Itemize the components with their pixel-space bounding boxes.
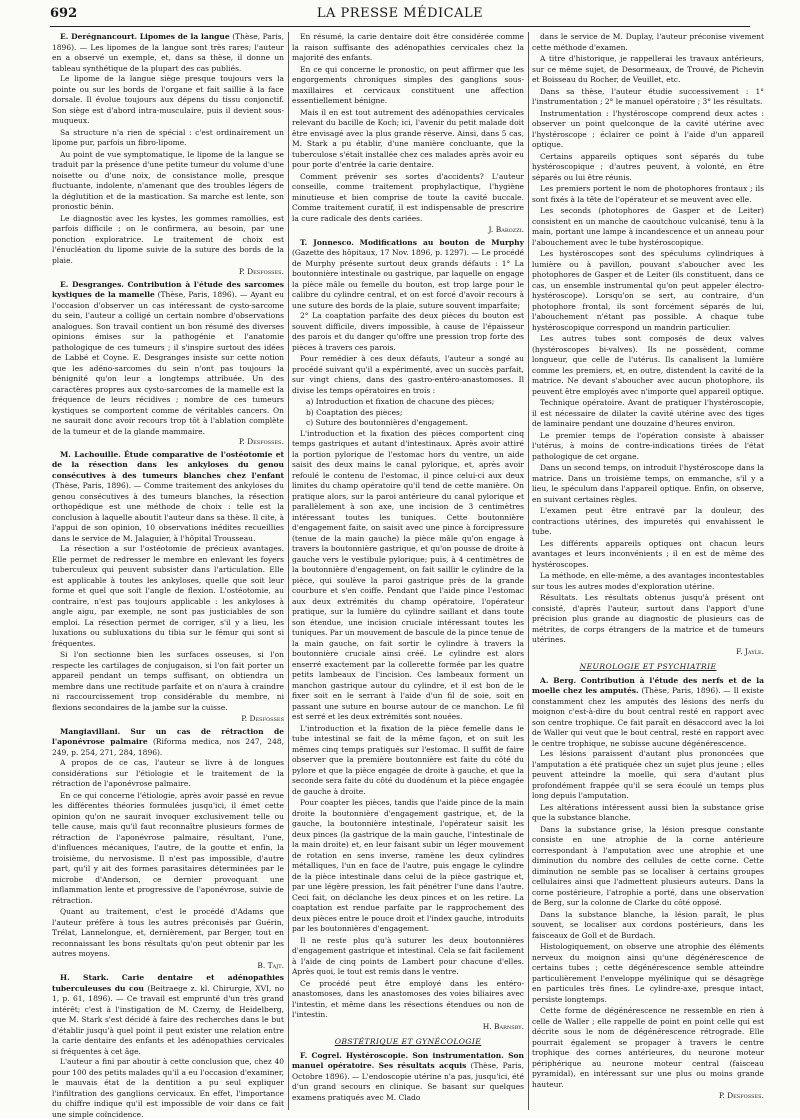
columns: [52, 30, 765, 1119]
author-signature: J. Barozzi.: [488, 225, 524, 234]
article-title: Contribution à l'étude des sarcomes kystiques de la mamelle: [52, 279, 284, 299]
paragraph: Mangiavillani. Sur un cas de rétraction de l'aponévrose palmaire (Riforma medica, nos 247, 248, 249, p. 254, 271, 284, 1896).: [52, 726, 285, 757]
paragraph: La résection a sur l'ostéotomie de précieux avantages. Elle permet de redresser le membre en enlevant les foyers tuberculeux qui peuvent subsister dans l'articulation. Elle est applicable à toutes les ankyloses, quelle que soit leur forme et quel que soit l'angle de flexion. L'ostéotomie, au contraire, n'est pas toujours applicable : les ankyloses à angle aigu, par exemple, ne sont pas justiciables de son emploi. La résection permet de corriger, s'il y a lieu, les luxations ou subluxations du tibia sur le fémur qui sont si fréquentes.: [52, 544, 284, 648]
abstract-entry: [292, 1051, 524, 1104]
paragraph: Il ne reste plus qu'à suturer les deux boutonnières d'engagement gastrique et intestinal. Cela se fait facilement à l'aide de cinq points de Lambert pour chacune d'elles. Après quoi, le tout est remis dans le ventre.: [292, 935, 524, 976]
paragraph: En résumé, la carie dentaire doit être considérée comme la raison suffisante des adénopathies cervicales chez la majorité des enfants.: [292, 32, 524, 62]
paragraph: Certains appareils optiques sont séparés du tube hystéroscopique ; d'autres peuvent, à volonté, en être séparés ou lui être réunis.: [532, 151, 764, 182]
paragraph: Les altérations intéressent aussi bien la substance grise que la substance blanche.: [532, 802, 764, 822]
paragraph: Pour coapter les pièces, tandis que l'aide pince de la main droite la boutonnière d'engagement gastrique, et, de la gauche, la boutonnière intestinale, l'opérateur saisit les deux pinces (la gastrique de la main gauche, l'intestinale de la main droite) et, en leur faisant subir un léger mouvement de rotation en sens inverse, ramène les deux cylindres métalliques, l'un en face de l'autre, puis engage le cylindre de la pièce intestinale dans celui de la pièce gastrique et, par une légère pression, les fait pénétrer l'une dans l'autre. Ceci fait, on déclanche les deux pinces et on les retire. La coaptation est rendue parfaite par le rapprochement des deux pièces entre le pouce droit et l'index gauche, introduits par les boutonnières d'engagement.: [292, 798, 524, 933]
abstract-entry: [52, 973, 284, 1120]
author-signature: F. Jayle.: [736, 646, 764, 656]
paragraph: L'auteur a fini par aboutir à cette conclusion que, chez 40 pour 100 des petits malades qu'il a eu l'occasion d'examiner, le mauvais état de la dentition a pu seul expliquer l'infiltration des ganglions cervicaux. En effet, l'importance du chiffre indique qu'il est impossible de voir dans ce fait une simple coïncidence.: [52, 1057, 284, 1119]
paragraph: Le lipome de la langue siège presque toujours vers la pointe ou sur les bords de l'organe et fait saillie à la face dorsale. Il évolue toujours aux dépens du tissu conjonctif. Son siège est d'abord intra-musculaire, puis il devient sous-muqueux.: [52, 74, 284, 125]
article-title: Lipomes de la langue: [139, 32, 230, 41]
abstract-entry: [52, 727, 284, 972]
abstract-entry: [52, 32, 284, 278]
paragraph: Le premier temps de l'opération consiste à abaisser l'utérus, à moins de contre-indications tirées de l'état pathologique de cet organe.: [532, 430, 764, 461]
paragraph: Résultats. Les résultats obtenus jusqu'à présent ont consisté, d'après l'auteur, surtout dans l'apport d'une précision plus grande au diagnostic de plusieurs cas de métrites, de corps étrangers de la matrice et de tumeurs utérines.: [532, 593, 764, 644]
paragraph: Sa structure n'a rien de spécial : c'est ordinairement un lipome pur, parfois un fibro-lipome.: [52, 127, 284, 147]
article-title: Contribution à l'étude des nerfs et de la moelle chez les amputés.: [532, 675, 765, 695]
journal-title: LA PRESSE MÉDICALE: [316, 6, 484, 21]
paragraph: L'introduction et la fixation de la pièce femelle dans le tube intestinal se fait de la même façon, et on suit les mêmes cinq temps pratiqués sur l'estomac. Il suffit de faire observer que la première boutonnière est faite du côté du pylore et que la pièce engagée de droite à gauche, et que la seconde sera faite du côté du duodénum et la pièce engagée de gauche à droite.: [292, 723, 524, 796]
article-title: Sur un cas de rétraction de l'aponévrose palmaire: [52, 726, 285, 746]
abstract-entry: [532, 676, 764, 1102]
column-2: [292, 30, 524, 1112]
paragraph: En ce qui concerne le pronostic, on peut affirmer que les engorgements chroniques simples des ganglions sous-maxillaires et cervicaux constituent une affection essentiellement bénigne.: [292, 64, 524, 105]
page-number: 692: [50, 6, 78, 21]
paragraph: 2° La coaptation parfaite des deux pièces du bouton est souvent difficile, divers impossible, à cause de l'épaisseur des parois et du danger qu'offre une pression trop forte des pièces à travers ces parois.: [292, 311, 524, 352]
column-divider: [288, 32, 289, 1110]
column-1: [52, 30, 285, 1119]
paragraph: Ce procédé peut être employé dans les entéro-anastomoses, dans les anastomoses des voies biliaires avec l'intestin, et même dans les résections étendues ou non de l'intestin.: [292, 978, 524, 1019]
paragraph: Dans un second temps, on introduit l'hystéroscope dans la matrice. Dans un troisième temps, on emmanche, s'il y a lieu, le spéculum dans l'appareil optique. Enfin, on observe, en suivant certaines règles.: [532, 463, 764, 504]
paragraph: dans le service de M. Duplay, l'auteur préconise vivement cette méthode d'examen.: [532, 32, 764, 52]
author-name: F. Cogrel.: [300, 1050, 342, 1060]
article-title: Hystéroscopie. Son instrumentation. Son manuel opératoire. Ses résultats acquis: [292, 1050, 524, 1070]
paragraph: Mais il en est tout autrement des adénopathies cervicales relevant du bacille de Koch; ici, l'avenir du petit malade doit être envisagé avec la plus grande réserve. Ainsi, dans 5 cas, M. Stark a pu établir, d'une manière concluante, que la tuberculose s'était installée chez ces malades après avoir eu pour porte d'entrée la carie dentaire.: [292, 107, 524, 169]
paragraph: Dans sa thèse, l'auteur étudie successivement : 1° l'instrumentation ; 2° le manuel opératoire ; 3° les résultats.: [532, 86, 764, 106]
abstract-entry: [292, 32, 524, 236]
paragraph: E. Derégnancourt. Lipomes de la langue (Thèse, Paris, 1896). — Les lipomes de la langue sont très rares; l'auteur en a observé un exemple, et, dans sa thèse, il donne un tableau synthétique de la plupart des cas publiés.: [52, 32, 285, 73]
author-name: M. Lachouille.: [60, 449, 121, 459]
paragraph: F. Cogrel. Hystéroscopie. Son instrumentation. Son manuel opératoire. Ses résultats acquis (Thèse, Paris, Octobre 1896). — L'endoscopie utérine n'a pas, jusqu'ici, été d'un grand secours en clinique. Se basant sur quelques examens pratiqués avec M. Clado: [292, 1050, 525, 1102]
abstract-entry: [52, 280, 284, 448]
article-title: Modifications au bouton de Murphy: [359, 237, 524, 247]
paragraph: Histologiquement, on observe une atrophie des éléments nerveux du moignon ainsi qu'une dégénérescence de certains tubes ; cette dégénérescence semble atteindre particulièrement l'enveloppe myélinique qui se désagrège en particules très fines. Le cylindre-axe, presque intact, persiste longtemps.: [532, 942, 764, 1004]
author-name: T. Jonnesco.: [300, 237, 354, 247]
paragraph: Les lésions paraissent d'autant plus prononcées que l'amputation a été pratiquée chez un sujet plus jeune ; elles peuvent atteindre la moelle, qui sera d'autant plus profondément frappée qu'il se sera écoulé un temps plus long depuis l'amputation.: [532, 749, 764, 800]
list-item: c) Suture des boutonnières d'engagement.: [306, 418, 469, 427]
author-name: E. Derégnancourt.: [60, 32, 138, 41]
author-name: Mangiavillani.: [60, 726, 121, 736]
list-item: a) Introduction et fixation de chacune des pièces;: [306, 397, 495, 406]
section-heading: OBSTÉTRIQUE ET GYNÉCOLOGIE: [334, 1037, 482, 1046]
paragraph: A titre d'historique, je rappellerai les travaux antérieurs, sur ce même sujet, de Desormeaux, de Trouvé, de Pichevin et Boisseau du Rocher, de Veuillet, etc.: [532, 54, 764, 84]
author-signature: P. Desfosses.: [238, 437, 284, 446]
paragraph: Le diagnostic avec les kystes, les gommes ramollies, est parfois difficile ; on le confirmera, au besoin, par une ponction exploratrice. Le traitement de choix est l'énucléation du lipome suivie de la suture des bords de la plaie.: [52, 213, 284, 265]
paragraph: M. Lachouille. Étude comparative de l'ostéotomie et de la résection dans les ankyloses du genou consécutives à des tumeurs blanches chez l'enfant (Thèse, Paris, 1896). — Comme traitement des ankyloses du genou consécutives à des tumeurs blanches, la résection orthopédique est une méthode de choix : telle est la conclusion à laquelle aboutit l'auteur dans sa thèse. Il cite, à l'appui de son opinion, 10 observations inédites recueillies dans le service de M. Jalaguier, à l'hôpital Trousseau.: [52, 449, 285, 543]
paragraph: Si l'on sectionne bien les surfaces osseuses, si l'on respecte les cartilages de conjugaison, si l'on fait porter un appareil pendant un temps suffisant, on obtiendra un membre dans une rectitude parfaite et on n'aura à craindre ni raccourcissement trop considérable du membre, ni flexions secondaires de la jambe sur la cuisse.: [52, 650, 284, 712]
abstract-entry: [292, 238, 524, 1033]
paragraph: H. Stark. Carie dentaire et adénopathies tuberculeuses du cou (Beitraege z. kl. Chirurgie, XVI, no 1, p. 61, 1896). — Ce travail est emprunté d'un très grand intérêt; c'est à l'instigation de M. Czerny, de Heidelberg, que M. Stark s'est décidé à faire des recherches dans le but d'établir jusqu'à quel point il peut exister une relation entre la carie dentaire des enfants et les adénopathies cervicales si fréquentes à cet âge.: [52, 973, 284, 1056]
page-header: [50, 4, 750, 27]
paragraph: Technique opératoire. Avant de pratiquer l'hystéroscopie, il est nécessaire de dilater la cavité utérine avec des tiges de laminaire pendant une douzaine d'heures environ.: [532, 398, 764, 428]
abstract-entry: [52, 450, 284, 725]
paragraph: L'introduction et la fixation des pièces comportent cinq temps gastriques et autant d'intestinaux. Après avoir attiré la portion pylorique de l'estomac hors du ventre, un aide saisit des deux mains le canal pylorique, et, après avoir refoulé le contenu de l'estomac, il pince celui-ci aux deux limites du champ opératoire qu'il tend de cette manière. On pratique alors, sur la paroi antérieure du canal pylorique et parallèlement à son axe, une incision de 3 centimètres intéressant toutes les tuniques. Cette boutonnière d'engagement faite, on saisit avec une pince à forcipressure (tenue de la main gauche) la pièce mâle qu'on engage à travers la boutonnière gastrique, et qu'on pousse de droite à gauche vers le vestibule pylorique; puis, à 4 centimètres de la boutonnière d'engagement, on fait saillir le cylindre de la pièce, qui soulève la paroi gastrique près de la grande courbure et s'en coiffe. Pendant que l'aide pince l'estomac aux deux extrémités du champ opératoire, l'opérateur pratique, sur la lumière du cylindre saillant et dans toute son étendue, une incision cruciale intéressant toutes les tuniques. Par un mouvement de bascule de la pince tenue de la main gauche, on fait sortir le cylindre à travers la boutonnière cruciale ainsi créé. Le cylindre est alors enserré exactement par la collerette formée par les quatre petits lambeaux de l'incision. Ces lambeaux forment un manchon gastrique autour du cylindre, et il est bon de le fixer soit en le serrant à l'aide d'un fil de soie, soit en passant une suture en bourse autour de ce manchon. Le fil est serré et les deux extrémités sont nouées.: [292, 428, 524, 721]
paragraph: En ce qui concerne l'étiologie, après avoir passé en revue les différentes théories formulées jusqu'ici, il émet cette opinion qu'on ne saurait invoquer exclusivement telle ou telle cause, mais qu'il faut reconnaître plusieurs formes de rétraction de l'aponévrose palmaire, résultant, l'une, d'influences mécaniques, l'autre, de la goutte et enfin, la troisième, du nervosisme. Il n'est pas impossible, d'autre part, qu'il y ait des formes parasitaires déterminées par le microbe d'Anderson, ce dernier provoquant une inflammation lente et progressive de l'aponévrose, suivie de rétraction.: [52, 790, 284, 905]
paragraph: Comment prévenir ses sortes d'accidents? L'auteur conseille, comme traitement prophylactique, l'hygiène minutieuse et bien comprise de toute la cavité buccale. Comme traitement curatif, il est indispensable de prescrire la cure radicale des dents cariées.: [292, 171, 524, 223]
paragraph: Au point de vue symptomatique, le lipome de la langue se traduit par la présence d'une petite tumeur du volume d'une noisette ou d'une noix, de consistance molle, presque fluctuante, indolente, n'amenant que des troubles légers de la déglutition et de la mastication. Sa marche est lente, son pronostic bénin.: [52, 149, 284, 211]
paragraph: E. Desgranges. Contribution à l'étude des sarcomes kystiques de la mamelle (Thèse, Paris, 1896). — Ayant eu l'occasion d'observer un cas intéressant de cysto-sarcome du sein, l'auteur a colligé un certain nombre d'observations analogues. Son travail contient un bon résumé des diverses opinions émises sur la pathogénie et l'anatomie pathologique de ces tumeurs ; il s'inspire surtout des idées de Labbé et Coyne. E. Desgranges insiste sur cette notion que les adéno-sarcomes du sein n'ont pas toujours la bénignité qu'on leur a longtemps attribuée. Un des caractères propres aux cysto-sarcomes de la mamelle est la fréquence de leurs récidives ; nombre de ces tumeurs kystiques se comportent comme de véritables cancers. On ne saurait donc avoir recours trop tôt à l'ablation complète de la tumeur et de la glande mammaire.: [52, 279, 284, 436]
paragraph: A. Berg. Contribution à l'étude des nerfs et de la moelle chez les amputés. (Thèse, Paris, 1896). — Il existe constamment chez les amputés des lésions des nerfs du moignon c'est-à-dire du bout central resté en rapport avec son centre trophique. Ce fait paraît en désaccord avec la loi de Waller qui veut que le bout central, resté en rapport avec le centre trophique, ne subisse aucune dégénérescence.: [532, 675, 765, 748]
author-name: A. Berg.: [540, 675, 577, 685]
article-title: Carie dentaire et adénopathies tuberculeuses du cou: [52, 973, 284, 993]
abstract-entry: [532, 32, 764, 657]
paragraph: Les différents appareils optiques ont chacun leurs avantages et leurs inconvénients ; il en est de même des hystéroscopes.: [532, 538, 764, 569]
author-name: E. Desgranges.: [60, 279, 124, 289]
paragraph: Quant au traitement, c'est le procédé d'Adams que l'auteur préfère à tous les autres préconisés par Guérin, Trélat, Lannelongue, et, dernièrement, par Berger, tout en reconnaissant les bons résultats qu'on peut obtenir par les autres moyens.: [52, 907, 284, 958]
paragraph: Pour remédier à ces deux défauts, l'auteur a songé au procédé suivant qu'il a expérimenté, avec un succès parfait, sur vingt chiens, dans des gastro-entéro-anastomoses. Il divise les temps opératoires en trois :: [292, 354, 524, 395]
section-heading: NEUROLOGIE ET PSYCHIATRIE: [579, 662, 717, 671]
paragraph: T. Jonnesco. Modifications au bouton de Murphy (Gazette des hôpitaux, 17 Nov. 1896, p. 1297). — Le procédé de Murphy présente surtout deux grands défauts : 1° La boutonnière intestinale ou gastrique, par laquelle on engage la pièce mâle ou femelle du bouton, est trop large pour le calibre du cylindre central, et on est forcé d'avoir recours à une suture des bords de la plaie, suture souvent imparfaite;: [292, 237, 524, 310]
paragraph: La méthode, en elle-même, a des avantages incontestables sur tous les autres modes d'exploration utérine.: [532, 571, 764, 591]
column-3: [532, 30, 764, 1112]
author-name: H. Stark.: [60, 973, 109, 982]
paragraph: Dans la substance grise, la lésion presque constante consiste en une atrophie de la corne antérieure correspondant à l'amputation avec une atrophie et une diminution du nombre des cellules de cette corne. Cette diminution ne semble pas se localiser à certains groupes cellulaires ainsi que l'admettent plusieurs auteurs. Dans la corne postérieure, l'atrophie a porté, dans une observation de Berg, sur la colonne de Clarke du côté opposé.: [532, 824, 764, 907]
paragraph: Les seconds (photophores de Gasper et de Leiter) consistent en un manche de caoutchouc vulcanisé, tenu à la main, portant une lampe à incandescence et un anneau pour l'abouchement avec le tube hystéroscopique.: [532, 206, 764, 247]
paragraph: L'examen peut être entravé par la douleur, des contractions utérines, des impuretés qui envahissent le tube.: [532, 506, 764, 536]
author-signature: H. Barnsby.: [482, 1021, 524, 1031]
paragraph: Les hystéroscopes sont des spéculums cylindriques à lumière ou à pavillon, pouvant s'aboucher avec les photophores de Gasper et de Leiter (ils constituent, dans ce cas, un ensemble instrumental qu'on peut appeler électro-hystéroscope). Lorsqu'on se sert, au contraire, d'un photophore frontal, ils sont forcément séparés de lui, l'abouchement n'étant pas possible. A chaque tube hystéroscopique correspond un mandrin particulier.: [532, 249, 764, 332]
paragraph: Les autres tubes sont composés de deux valves (hystéroscopes bi-valves). Ils ne possèdent, comme longueur, que celle de l'utérus. Ils canalisent la lumière comme les premiers, et, en outre, distendent la cavité de la matrice. Ne devant s'aboucher avec aucun photophore, ils peuvent être employés avec n'importe quel appareil optique.: [532, 334, 764, 396]
paragraph: Les premiers portent le nom de photophores frontaux ; ils sont fixés à la tête de l'opérateur et se meuvent avec elle.: [532, 184, 764, 204]
author-signature: P. Desfosses.: [238, 267, 284, 276]
paragraph: A propos de ce cas, l'auteur se livre à de longues considérations sur l'étiologie et le traitement de la rétraction de l'aponévrose palmaire.: [52, 758, 284, 788]
article-title: Étude comparative de l'ostéotomie et de la résection dans les ankyloses du genou consécutives à des tumeurs blanches chez l'enfant: [52, 449, 285, 480]
paragraph: Instrumentation : l'hystéroscope comprend deux actes : observer un point quelconque de la cavité utérine avec l'hystéroscope ; éclairer ce point à l'aide d'un appareil optique.: [532, 108, 764, 149]
column-divider: [528, 32, 529, 1110]
paragraph: Dans la substance blanche, la lésion paraît, le plus souvent, se localiser aux cordons postérieurs, dans les faisceaux de Goll et de Burdach.: [532, 909, 764, 940]
list-item: b) Coaptation des pièces;: [306, 407, 403, 417]
author-signature: P. Desfosses.: [718, 1091, 764, 1100]
author-signature: P. Desfosses: [241, 714, 284, 723]
paragraph: Cette forme de dégénérescence ne ressemble en rien à celle de Waller ; elle rappelle de point en point celle qui est décrite sous le nom de dégénérescence rétrograde. Elle pourrait également se propager à travers le centre trophique des cornes antérieures, du neurone moteur périphérique au neurone moteur central (faisceau pyramidal), en intéressant sur une plus ou moins grande hauteur.: [532, 1006, 764, 1089]
author-signature: B. Tajt.: [257, 960, 284, 970]
